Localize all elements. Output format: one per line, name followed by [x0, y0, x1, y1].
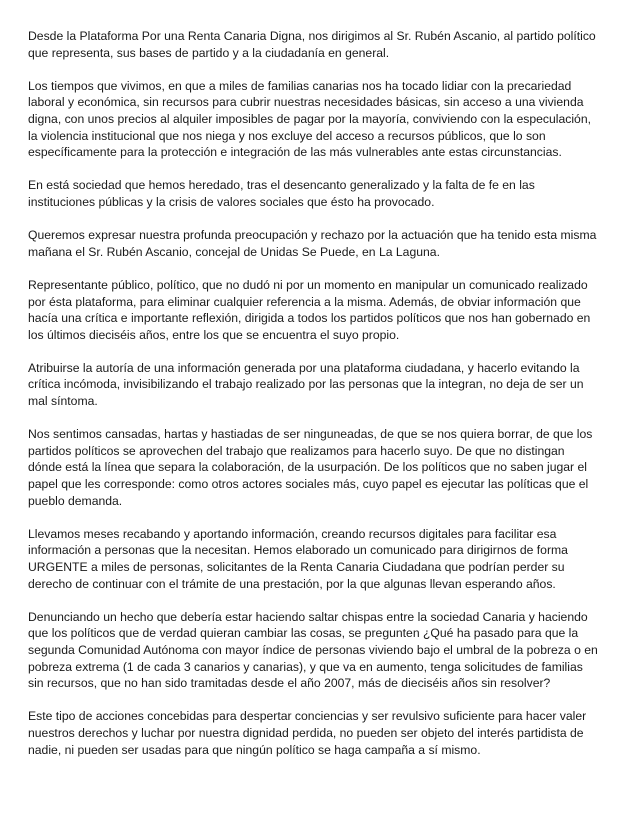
- paragraph-greeting: Desde la Plataforma Por una Renta Canaria Digna, nos dirigimos al Sr. Rubén Ascanio, al partido político que representa, sus bases de partido y a la ciudadanía en general.: [28, 29, 596, 60]
- paragraph-denunciation: Denunciando un hecho que debería estar haciendo saltar chispas entre la sociedad Canaria y haciendo que los políticos que de verdad quieran cambiar las cosas, se pregunten ¿Qué ha pasado para que la segunda Comunidad Autónoma con mayor índice de personas viviendo bajo el umbral de la pobreza o en pobreza extrema (1 de cada 3 canarios y canarias), y que va en aumento, tenga solicitudes de familias sin recursos, que no han sido tramitadas desde el año 2007, más de dieciséis años sin resolver?: [28, 609, 598, 691]
- paragraph-authorship: Atribuirse la autoría de una información generada por una plataforma ciudadana, y hacerlo evitando la crítica incómoda, invisibilizando el trabajo realizado por las personas que la integran, no deja de ser un mal síntoma.: [28, 360, 584, 409]
- paragraph-society: En está sociedad que hemos heredado, tras el desencanto generalizado y la falta de fe en las instituciones públicas y la crisis de valores sociales que ésto ha provocado.: [28, 178, 535, 209]
- paragraph-representative: Representante público, político, que no dudó ni por un momento en manipular un comunicado realizado por ésta plataforma, para eliminar cualquier referencia a la misma. Además, de obviar información que hacía una crítica e importante reflexión, dirigida a todos los partidos políticos que nos han gobernado en los últimos dieciséis años, entre los que se encuentra el suyo propio.: [28, 277, 591, 342]
- paragraph-concern: Queremos expresar nuestra profunda preocupación y rechazo por la actuación que ha tenido esta misma mañana el Sr. Rubén Ascanio, concejal de Unidas Se Puede, en La Laguna.: [28, 228, 597, 259]
- paragraph-tiredness: Nos sentimos cansadas, hartas y hastiadas de ser ninguneadas, de que se nos quiera borrar, de que los partidos políticos se aprovechen del trabajo que realizamos para hacerlo suyo. De que no distingan dónde está la línea que separa la colaboración, de la usurpación. De los políticos que no saben jugar el papel que les corresponde: como otros actores sociales más, cuyo papel es ejecutar las políticas que el pueblo demanda.: [28, 427, 593, 508]
- paragraph-context: Los tiempos que vivimos, en que a miles de familias canarias nos ha tocado lidiar con la precariedad laboral y económica, sin recursos para cubrir nuestras necesidades básicas, sin acceso a una vivienda digna, con unos precios al alquiler imposibles de pagar por la mayoría, conviviendo con la especulación, la violencia institucional que nos niega y nos excluye del acceso a recursos públicos, que lo son específicamente para la protección e integración de las más vulnerables ante estas circunstancias.: [28, 78, 591, 160]
- paragraph-work: Llevamos meses recabando y aportando información, creando recursos digitales para facilitar esa información a personas que la necesitan. Hemos elaborado un comunicado para dirigirnos de forma URGENTE a miles de personas, solicitantes de la Renta Canaria Ciudadana que podrían perder su derecho de continuar con el trámite de una prestación, por la que algunas llevan esperando años.: [28, 526, 568, 591]
- paragraph-conclusion: Este tipo de acciones concebidas para despertar conciencias y ser revulsivo suficiente para hacer valer nuestros derechos y luchar por nuestra dignidad perdida, no pueden ser objeto del interés partidista de nadie, ni pueden ser usadas para que ningún político se haga campaña a sí mismo.: [28, 709, 587, 757]
- document-body: [28, 28, 598, 758]
